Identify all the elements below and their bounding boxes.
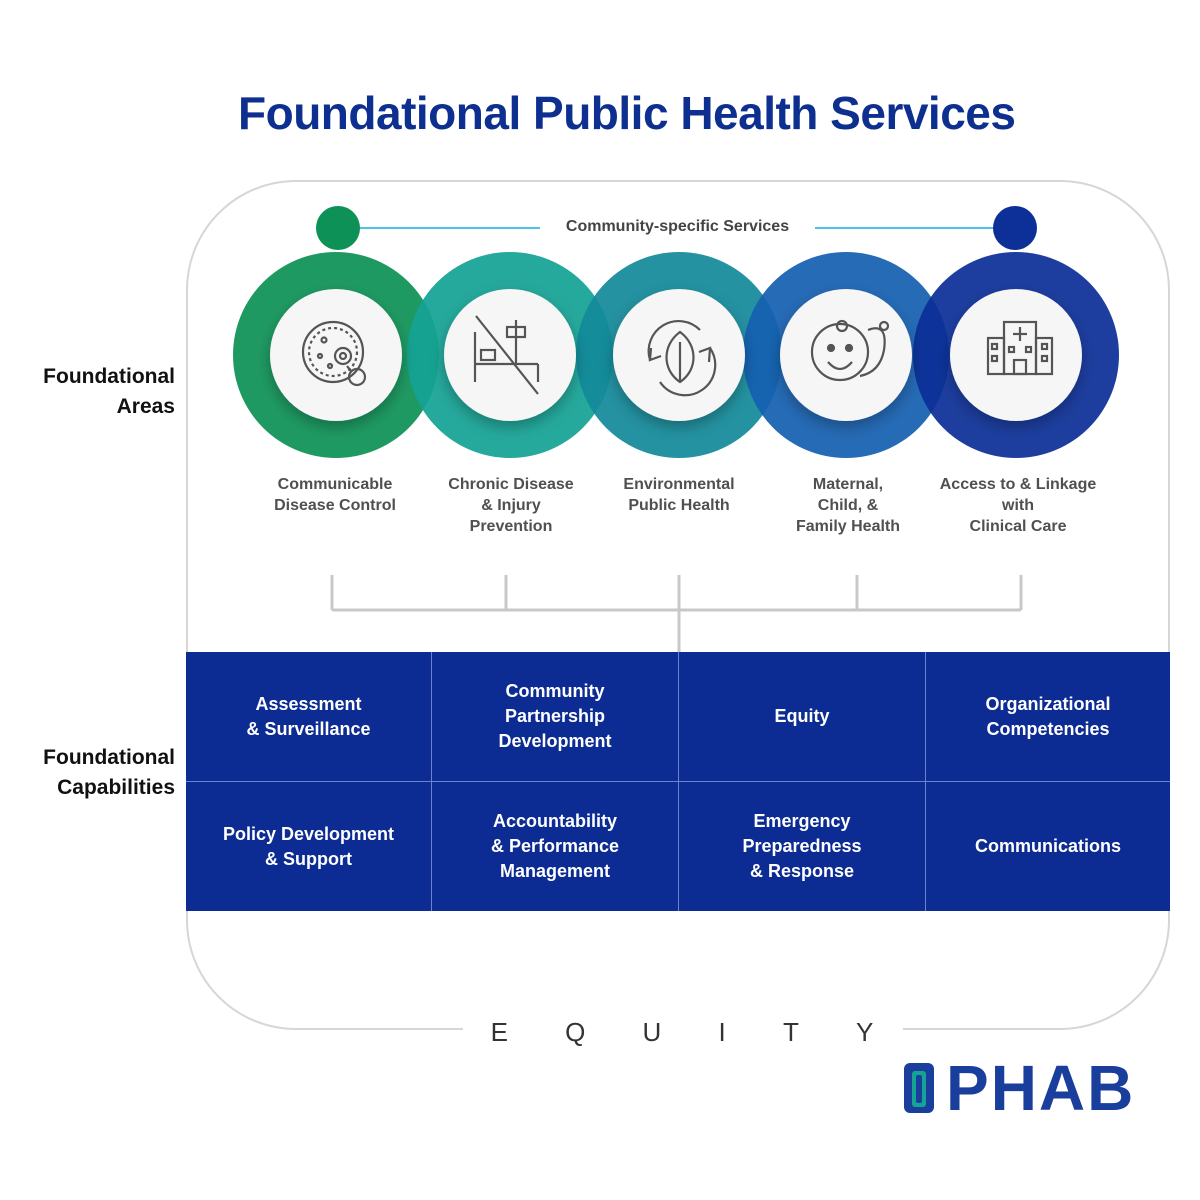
foundational-capabilities-label: Foundational Capabilities [43, 746, 175, 799]
phab-logo-text: PHAB [946, 1052, 1136, 1124]
area-label-environmental-health: Environmental Public Health [623, 476, 735, 514]
page-title: Foundational Public Health Services [238, 87, 1016, 139]
capability-policy: Policy Development & Support [186, 782, 432, 911]
capability-communications: Communications [974, 836, 1121, 856]
equity-letter: Y [856, 1016, 876, 1047]
capability-organizational: Organizational Competencies [926, 652, 1170, 782]
area-label-maternal-child-family: Maternal, Child, & Family Health [795, 476, 901, 535]
community-specific-services-label: Community-specific Services [540, 218, 815, 236]
capability-emergency: Emergency Preparedness & Response [679, 782, 926, 911]
area-label-chronic-disease: Chronic Disease & Injury Prevention [448, 476, 574, 535]
equity-footer [463, 1012, 903, 1052]
area-icon-disc [780, 289, 912, 421]
equity-letter: T [782, 1016, 801, 1047]
equity-letter: I [718, 1016, 728, 1047]
capability-accountability: Accountability & Performance Management [432, 782, 679, 911]
capability-equity: Equity [679, 652, 926, 782]
community-services-start-dot [316, 206, 360, 250]
capability-community-partnership: Community Partnership Development [432, 652, 679, 782]
area-icon-disc [444, 289, 576, 421]
equity-letter: Q [565, 1016, 588, 1047]
connector-bracket [332, 575, 1021, 652]
area-icon-disc [950, 289, 1082, 421]
capability-assessment: Assessment & Surveillance [186, 652, 432, 782]
foundational-areas-label: Foundational Areas [43, 365, 175, 418]
phab-logo-mark-icon [902, 1061, 938, 1115]
capabilities-grid [186, 652, 1170, 911]
area-label-clinical-care: Access to & Linkage with Clinical Care [939, 476, 1097, 535]
community-services-end-dot [993, 206, 1037, 250]
phab-logo [902, 1052, 1136, 1124]
equity-letter: E [490, 1016, 510, 1047]
area-label-communicable-disease: Communicable Disease Control [274, 476, 396, 514]
equity-letter: U [642, 1016, 664, 1047]
